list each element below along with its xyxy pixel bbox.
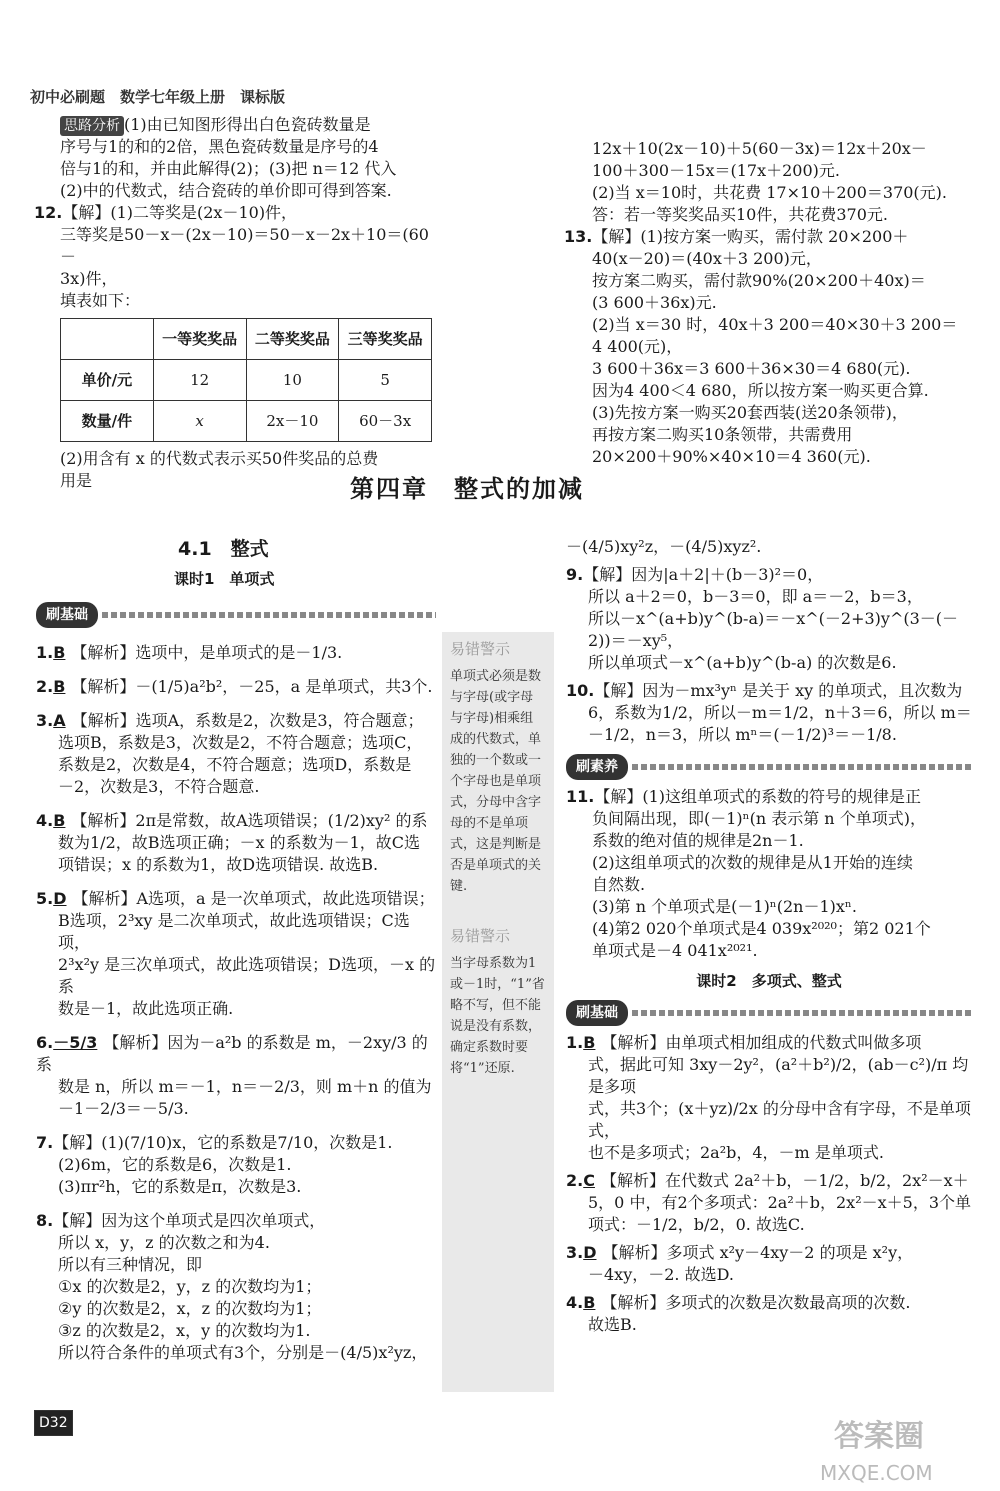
tip-title: 易错警示 <box>450 640 511 658</box>
answer-line: 【解】因为|a＋2|＋(b－3)²＝0， <box>583 565 824 584</box>
chapter-title: 第四章 整式的加减 <box>350 475 584 503</box>
watermark: MXQE.COM <box>820 1461 933 1485</box>
left-bottom-column <box>36 642 436 1376</box>
question-item <box>566 1242 972 1286</box>
question-number: 4. <box>36 811 54 830</box>
table-header-row <box>61 319 432 360</box>
answer-line: 【解析】A选项，a 是一次单项式，故此选项错误； <box>72 889 435 908</box>
hint-line: 倍与1的和，并由此解得(2)；(3)把 n＝12 代入 <box>60 159 397 178</box>
question-item <box>566 1032 972 1164</box>
badge-label: 刷基础 <box>566 1000 628 1026</box>
question-number: 13. <box>564 227 593 246</box>
answer-line: 用是 <box>60 471 93 490</box>
badge-basic <box>566 1000 972 1026</box>
question-number: 1. <box>36 643 54 662</box>
answer-line: 【解】(1)二等奖是(2x－10)件， <box>62 203 298 222</box>
answer-line: －1/2，n＝3，所以 mⁿ＝(－1/2)³＝－1/8. <box>588 725 897 744</box>
question-item <box>36 710 436 798</box>
question-item <box>566 1292 972 1336</box>
answer-line: 【解】(1)(7/10)x，它的系数是7/10，次数是1. <box>53 1133 393 1152</box>
question-item <box>36 642 436 664</box>
table-row <box>61 360 432 401</box>
watermark: 答案圈 <box>834 1419 924 1454</box>
answer-line: 系数的绝对值的规律是2n－1. <box>592 831 804 850</box>
question-number: 9. <box>566 565 584 584</box>
answer-line: －1－2/3＝－5/3. <box>58 1099 189 1118</box>
answer-line: 20×200＋90%×40×10＝4 360(元). <box>592 447 871 466</box>
answer-choice: C <box>583 1171 595 1190</box>
answer-line: (2)用含有 x 的代数式表示买50件奖品的总费 <box>60 449 379 468</box>
question-number: 8. <box>36 1211 54 1230</box>
answer-line: 所以单项式－x^(a+b)y^(b-a) 的次数是6. <box>588 653 897 672</box>
right-top-column <box>564 138 972 468</box>
question-item <box>566 536 972 558</box>
table-cell: 10 <box>246 360 339 401</box>
hint-line: 序号与1的和的2倍，黑色瓷砖数量是序号的4 <box>60 137 379 156</box>
question-item <box>36 1032 436 1120</box>
answer-choice: B <box>583 1293 596 1312</box>
table-cell: 一等奖奖品 <box>153 319 246 360</box>
answer-line: 【解析】－(1/5)a²b²，－25，a 是单项式，共3个. <box>71 677 433 696</box>
question-item <box>36 1132 436 1198</box>
answer-line: 【解】(1)按方案一购买，需付款 20×200＋ <box>592 227 909 246</box>
answer-choice: B <box>53 643 66 662</box>
question-number: 3. <box>566 1243 584 1262</box>
table-cell: 2x－10 <box>246 401 339 442</box>
answer-line: 12x＋10(2x－10)＋5(60－3x)＝12x＋20x－ <box>592 139 927 158</box>
question-number: 3. <box>36 711 54 730</box>
answer-line: 6，系数为1/2，所以－m＝1/2，n＋3＝6，所以 m＝ <box>588 703 972 722</box>
question-number: 5. <box>36 889 54 908</box>
answer-line: 4 400(元)， <box>592 337 683 356</box>
question-number: 2. <box>36 677 54 696</box>
answer-choice: B <box>583 1033 596 1052</box>
answer-line: －4xy，－2. 故选D. <box>588 1265 734 1284</box>
question-item <box>566 680 972 746</box>
answer-line: －(4/5)xy²z，－(4/5)xyz². <box>566 537 762 556</box>
table-cell: 5 <box>339 360 432 401</box>
answer-line: 故选B. <box>588 1315 637 1334</box>
prize-table <box>60 318 432 442</box>
answer-line: (2)当 x＝30 时，40x＋3 200＝40×30＋3 200＝ <box>592 315 958 334</box>
table-cell <box>61 319 154 360</box>
answer-line: 所以－x^(a+b)y^(b-a)＝－x^(－2+3)y^(3－(－2))＝－xy⁵， <box>588 609 959 650</box>
answer-line: 按方案二购买，需付款90%(20×200＋40x)＝ <box>592 271 926 290</box>
answer-line: 因为4 400＜4 680，所以按方案一购买更合算. <box>592 381 929 400</box>
answer-line: 再按方案二购买10条领带，共需费用 <box>592 425 853 444</box>
answer-line: (2)当 x＝10时，共花费 17×10＋200＝370(元). <box>592 183 947 202</box>
question-number: 7. <box>36 1133 54 1152</box>
answer-line: 【解析】在代数式 2a²＋b，－1/2，b/2，2x²－x＋ <box>600 1171 969 1190</box>
answer-line: 三等奖是50－x－(2x－10)＝50－x－2x＋10＝(60－ <box>60 225 429 266</box>
question-number: 4. <box>566 1293 584 1312</box>
tip-text: 当字母系数为1或－1时，“1”省略不写，但不能说是没有系数，确定系数时要将“1”还原. <box>450 956 545 1076</box>
left-top-column <box>34 114 432 492</box>
question-item <box>566 1170 972 1236</box>
answer-line: 【解】因为这个单项式是四次单项式， <box>53 1211 326 1230</box>
question-number: 10. <box>566 681 595 700</box>
question-item <box>36 676 436 698</box>
answer-line: 【解】因为－mx³yⁿ 是关于 xy 的单项式，且次数为 <box>594 681 963 700</box>
answer-line: 2³x²y 是三次单项式，故此选项错误；D选项，－x 的系 <box>58 955 436 996</box>
answer-line: 【解析】选项A，系数是2，次数是3，符合题意； <box>71 711 424 730</box>
answer-choice: D <box>583 1243 597 1262</box>
badge-label: 刷基础 <box>36 602 98 628</box>
tip-text: 单项式必须是数与字母(或字母与字母)相乘组成的代数式，单独的一个数或一个字母也是单项式，分母中含字母的不是单项式，这是判断是否是单项式的关键. <box>450 669 542 894</box>
question-item <box>36 888 436 1020</box>
answer-line: 【解析】选项中，是单项式的是－1/3. <box>71 643 343 662</box>
answer-line: 填表如下： <box>60 291 141 310</box>
answer-line: (2)6m，它的系数是6，次数是1. <box>58 1155 292 1174</box>
table-cell: 三等奖奖品 <box>339 319 432 360</box>
question-item <box>36 1210 436 1364</box>
question-12 <box>34 202 432 312</box>
answer-line: 3 600＋36x＝3 600＋36×30＝4 680(元). <box>592 359 911 378</box>
answer-line: 自然数. <box>592 875 646 894</box>
answer-line: 40(x－20)＝(40x＋3 200)元， <box>592 249 822 268</box>
table-cell: 单价/元 <box>61 360 154 401</box>
question-number: 2. <box>566 1171 584 1190</box>
table-cell: 二等奖奖品 <box>246 319 339 360</box>
tip-title: 易错警示 <box>450 927 511 945</box>
answer-line: 3x)件， <box>60 269 118 288</box>
table-cell: 12 <box>153 360 246 401</box>
right-bottom-column <box>566 536 972 1342</box>
answer-line: B选项，2³xy 是二次单项式，故此选项错误；C选项， <box>58 911 410 952</box>
answer-line: 【解析】多项式的次数是次数最高项的次数. <box>601 1293 911 1312</box>
badge-label: 刷素养 <box>566 754 628 780</box>
answer-line: 所以符合条件的单项式有3个，分别是－(4/5)x²yz， <box>58 1343 428 1362</box>
answer-line: 式，共3个；(x＋yz)/2x 的分母中含有字母，不是单项式， <box>588 1099 971 1140</box>
table-row <box>61 401 432 442</box>
table-cell: 数量/件 <box>61 401 154 442</box>
answer-line: 项式：－1/2，b/2，0. 故选C. <box>588 1215 805 1234</box>
page-number: D32 <box>34 1410 73 1436</box>
answer-line: 负间隔出现，即(－1)ⁿ(n 表示第 n 个单项式)， <box>592 809 926 828</box>
answer-line: 100＋300－15x＝(17x＋200)元. <box>592 161 840 180</box>
question-number: 6. <box>36 1033 54 1052</box>
question-number: 11. <box>566 787 595 806</box>
lesson-title: 课时1 单项式 <box>174 570 275 588</box>
question-number: 1. <box>566 1033 584 1052</box>
answer-line: 所以 x，y，z 的次数之和为4. <box>58 1233 270 1252</box>
badge-quality <box>566 754 972 780</box>
question-item <box>566 564 972 674</box>
answer-line: 系数是2，次数是4，不符合题意；选项D，系数是 <box>58 755 412 774</box>
page-header: 初中必刷题 数学七年级上册 课标版 <box>30 88 286 106</box>
question-number: 12. <box>34 203 63 222</box>
table-cell: 60－3x <box>339 401 432 442</box>
answer-line: 【解析】由单项式相加组成的代数式叫做多项 <box>601 1033 922 1052</box>
answer-line: 所以 a＋2＝0，b－3＝0，即 a＝－2，b＝3， <box>588 587 923 606</box>
answer-line: 项错误；x 的系数为1，故D选项错误. 故选B. <box>58 855 379 874</box>
hint-line: (2)中的代数式，结合瓷砖的单价即可得到答案. <box>60 181 392 200</box>
question-item <box>36 810 436 876</box>
section-title: 4.1 整式 <box>178 538 269 560</box>
answer-line: 所以有三种情况，即 <box>58 1255 203 1274</box>
answer-line: (4)第2 020个单项式是4 039x²⁰²⁰；第2 021个 <box>592 919 931 938</box>
answer-line: 单项式是－4 041x²⁰²¹. <box>592 941 758 960</box>
answer-line: ②y 的次数是2，x，z 的次数均为1； <box>58 1299 322 1318</box>
answer-line: 答：若一等奖奖品买10件，共花费370元. <box>592 205 888 224</box>
lesson-title: 课时2 多项式、整式 <box>696 972 842 990</box>
answer-line: (3 600＋36x)元. <box>592 293 717 312</box>
answer-line: (3)πr²h，它的系数是π，次数是3. <box>58 1177 302 1196</box>
answer-line: 5，0 中，有2个多项式：2a²＋b，2x²－x＋5，3个单 <box>588 1193 972 1212</box>
answer-line: 数为1/2，故B选项正确；－x 的系数为－1，故C选 <box>58 833 421 852</box>
answer-choice: －5/3 <box>53 1033 98 1052</box>
answer-line: 选项B，系数是3，次数是2，不符合题意；选项C， <box>58 733 423 752</box>
answer-line: 【解析】2π是常数，故A选项错误；(1/2)xy² 的系 <box>71 811 428 830</box>
hint-tag: 思路分析 <box>60 116 124 136</box>
answer-line: 也不是多项式；2a²b，4，－m 是单项式. <box>588 1143 884 1162</box>
table-cell: x <box>153 401 246 442</box>
answer-line: 数是－1，故此选项正确. <box>58 999 234 1018</box>
answer-choice: B <box>53 811 66 830</box>
answer-line: 【解析】多项式 x²y－4xy－2 的项是 x²y， <box>602 1243 914 1262</box>
hint-line: (1)由已知图形得出白色瓷砖数量是 <box>124 115 371 134</box>
answer-choice: A <box>53 711 66 730</box>
answer-line: (2)这组单项式的次数的规律是从1开始的连续 <box>592 853 913 872</box>
badge-basic <box>36 602 436 628</box>
answer-line: ①x 的次数是2，y，z 的次数均为1； <box>58 1277 322 1296</box>
hint-block <box>60 114 432 202</box>
answer-line: －2，次数是3，不符合题意. <box>58 777 260 796</box>
question-11 <box>566 786 972 962</box>
answer-line: 【解】(1)这组单项式的系数的符号的规律是正 <box>594 787 922 806</box>
question-13 <box>564 226 972 468</box>
answer-choice: D <box>53 889 67 908</box>
answer-choice: B <box>53 677 66 696</box>
answer-line: ③z 的次数是2，x，y 的次数均为1. <box>58 1321 311 1340</box>
answer-line: (3)第 n 个单项式是(－1)ⁿ(2n－1)xⁿ. <box>592 897 857 916</box>
answer-line: (3)先按方案一购买20套西装(送20条领带)， <box>592 403 908 422</box>
answer-line: 式，据此可知 3xy－2y²，(a²＋b²)/2，(ab－c²)/π 均是多项 <box>588 1055 969 1096</box>
tip-sidebar <box>442 632 554 1392</box>
answer-line: 【解析】因为－a²b 的系数是 m，－2xy/3 的系 <box>36 1033 428 1074</box>
answer-line: 数是 n，所以 m＝－1，n＝－2/3，则 m＋n 的值为 <box>58 1077 432 1096</box>
